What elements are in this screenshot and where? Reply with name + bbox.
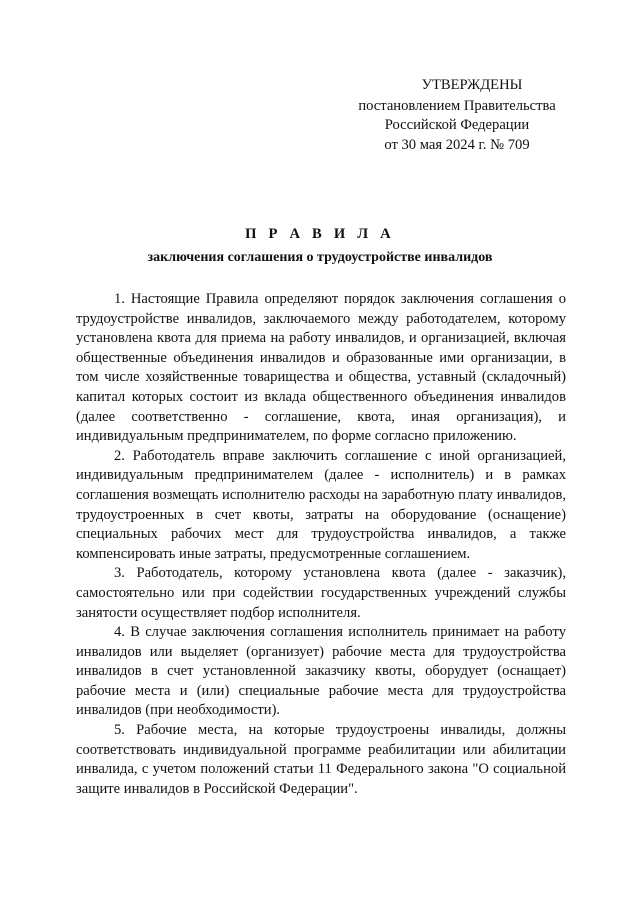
- approval-title: УТВЕРЖДЕНЫ: [421, 77, 523, 93]
- document-subtitle: заключения соглашения о трудоустройстве инвалидов: [147, 250, 493, 265]
- paragraph-3: 3. Работодатель, которому установлена квота (далее - заказчик), самостоятельно или при содействии государственных учреждений службы занятости осуществляет подбор исполнителя.: [76, 565, 566, 621]
- paragraph-5: 5. Рабочие места, на которые трудоустроены инвалиды, должны соответствовать индивидуальной программе реабилитации или абилитации инвалида, с учетом положений статьи 11 Федерального закона "О социальной защите инвалидов в Российской Федерации".: [76, 722, 566, 797]
- approval-line-resolution: постановлением Правительства: [358, 97, 556, 114]
- paragraph-1: 1. Настоящие Правила определяют порядок заключения соглашения о трудоустройстве инвалидов, заключаемого между работодателем, которому установлена квота для приема на работу инвалидов, и организацией, включая общественные объединения инвалидов и образованные ими организации, в том числе хозяйственные товарищества и общества, уставный (складочный) капитал которых состоит из вклада общественного объединения инвалидов (далее соответственно - соглашение, квота, иная организация), и индивидуальным предпринимателем, по форме согласно приложению.: [76, 291, 566, 445]
- approval-line-government: Российской Федерации: [384, 117, 530, 133]
- document-body: [76, 290, 566, 799]
- document-title: П Р А В И Л А: [245, 226, 395, 242]
- paragraph-2: 2. Работодатель вправе заключить соглашение с иной организацией, индивидуальным предпринимателем (далее - исполнитель) и в рамках соглашения возмещать исполнителю расходы на заработную плату инвалидов, трудоустроенных в счет квоты, затраты на оборудование (оснащение) специальных рабочих мест для трудоустройства инвалидов, а также компенсировать иные затраты, предусмотренные соглашением.: [76, 447, 566, 562]
- paragraph-4: 4. В случае заключения соглашения исполнитель принимает на работу инвалидов или выделяет (организует) рабочие места для трудоустройства инвалидов в счет установленной заказчику квоты, оборудует (оснащает) рабочие места и (или) специальные рабочие места для трудоустройства инвалидов (при необходимости).: [76, 624, 566, 719]
- approval-line-date: от 30 мая 2024 г. № 709: [384, 136, 530, 153]
- approval-block: [322, 76, 592, 155]
